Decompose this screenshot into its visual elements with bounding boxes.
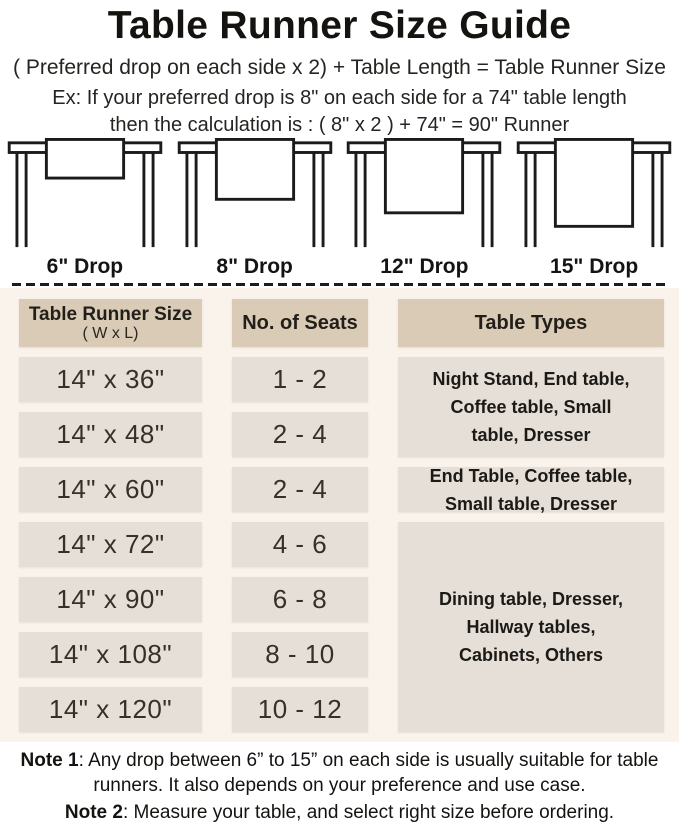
note-2-text: : Measure your table, and select right size before ordering. — [122, 802, 615, 823]
runner-shape — [46, 139, 123, 178]
note-2-label: Note 2 — [64, 802, 123, 823]
runner-shape — [386, 139, 463, 212]
table-leg-shape — [534, 151, 537, 248]
drop-label-15: 15" Drop — [550, 255, 639, 278]
note-1-text: : Any drop between 6” to 15” on each side is usually suitable for table runners. It also depends on your preference and use case. — [78, 750, 659, 796]
runner-shape — [216, 139, 293, 199]
table-types-group-small-tables — [398, 357, 664, 457]
drop-label-6: 6" Drop — [46, 255, 124, 278]
seats-cell: 10 - 12 — [232, 687, 368, 732]
note-2 — [2, 800, 677, 825]
diagram-15-drop — [509, 138, 679, 250]
table-leg-shape — [661, 151, 664, 248]
page-title: Table Runner Size Guide — [107, 4, 572, 47]
example-line-1: Ex: If your preferred drop is 8" on each side for a 74" table length — [52, 87, 627, 109]
table-leg-shape — [364, 151, 367, 248]
table-leg-shape — [652, 151, 655, 248]
dashed-divider — [12, 283, 667, 286]
table-runner-diagram — [345, 138, 503, 250]
runner-size-cell: 14" x 120" — [19, 687, 202, 732]
drop-diagrams — [0, 138, 679, 252]
table-types-group-large-tables — [398, 522, 664, 732]
diagram-8-drop — [170, 138, 340, 250]
example-line-2: then the calculation is : ( 8" x 2 ) + 74" = 90" Runner — [109, 114, 570, 136]
col-header-runner-size — [19, 299, 202, 347]
table-runner-diagram — [6, 138, 164, 250]
table-leg-shape — [25, 151, 28, 248]
table-leg-shape — [151, 151, 154, 248]
runner-size-cell: 14" x 90" — [19, 577, 202, 622]
seats-cell: 4 - 6 — [232, 522, 368, 567]
runner-size-cell: 14" x 60" — [19, 467, 202, 512]
table-types-text: Dining table, Dresser, Hallway tables, Cabinets, Others — [438, 589, 624, 665]
table-runner-diagram — [176, 138, 334, 250]
runner-size-cell: 14" x 36" — [19, 357, 202, 402]
table-leg-shape — [194, 151, 197, 248]
table-leg-shape — [321, 151, 324, 248]
size-table — [0, 288, 679, 742]
col-header-runner-size-title: Table Runner Size — [28, 303, 193, 325]
note-1 — [2, 748, 677, 798]
runner-size-cell: 14" x 72" — [19, 522, 202, 567]
table-types-group-medium-tables — [398, 467, 664, 512]
table-leg-shape — [491, 151, 494, 248]
diagram-12-drop — [340, 138, 510, 250]
formula-line: ( Preferred drop on each side x 2) + Table Length = Table Runner Size — [13, 56, 666, 79]
seats-cell: 2 - 4 — [232, 412, 368, 457]
table-leg-shape — [185, 151, 188, 248]
runner-shape — [556, 139, 633, 226]
col-header-runner-size-sub: ( W x L) — [82, 324, 139, 342]
drop-labels — [0, 252, 679, 282]
table-leg-shape — [355, 151, 358, 248]
col-header-table-types — [398, 299, 664, 347]
table-runner-diagram — [515, 138, 673, 250]
table-leg-shape — [482, 151, 485, 248]
drop-label-12: 12" Drop — [380, 255, 469, 278]
header — [0, 0, 679, 137]
drop-label-8: 8" Drop — [216, 255, 293, 278]
runner-size-cell: 14" x 48" — [19, 412, 202, 457]
footnotes — [0, 742, 679, 825]
seats-cell: 1 - 2 — [232, 357, 368, 402]
diagram-6-drop — [0, 138, 170, 250]
table-leg-shape — [15, 151, 18, 248]
table-leg-shape — [525, 151, 528, 248]
col-header-table-types-label: Table Types — [474, 311, 588, 334]
table-types-text: End Table, Coffee table, Small table, Dresser — [429, 465, 633, 514]
seats-cell: 6 - 8 — [232, 577, 368, 622]
table-leg-shape — [312, 151, 315, 248]
col-header-seats-label: No. of Seats — [242, 311, 358, 334]
seats-cell: 2 - 4 — [232, 467, 368, 512]
note-1-label: Note 1 — [20, 750, 79, 771]
table-leg-shape — [142, 151, 145, 248]
col-header-seats — [232, 299, 368, 347]
runner-size-cell: 14" x 108" — [19, 632, 202, 677]
table-types-text: Night Stand, End table, Coffee table, Small table, Dresser — [432, 369, 630, 445]
seats-cell: 8 - 10 — [232, 632, 368, 677]
